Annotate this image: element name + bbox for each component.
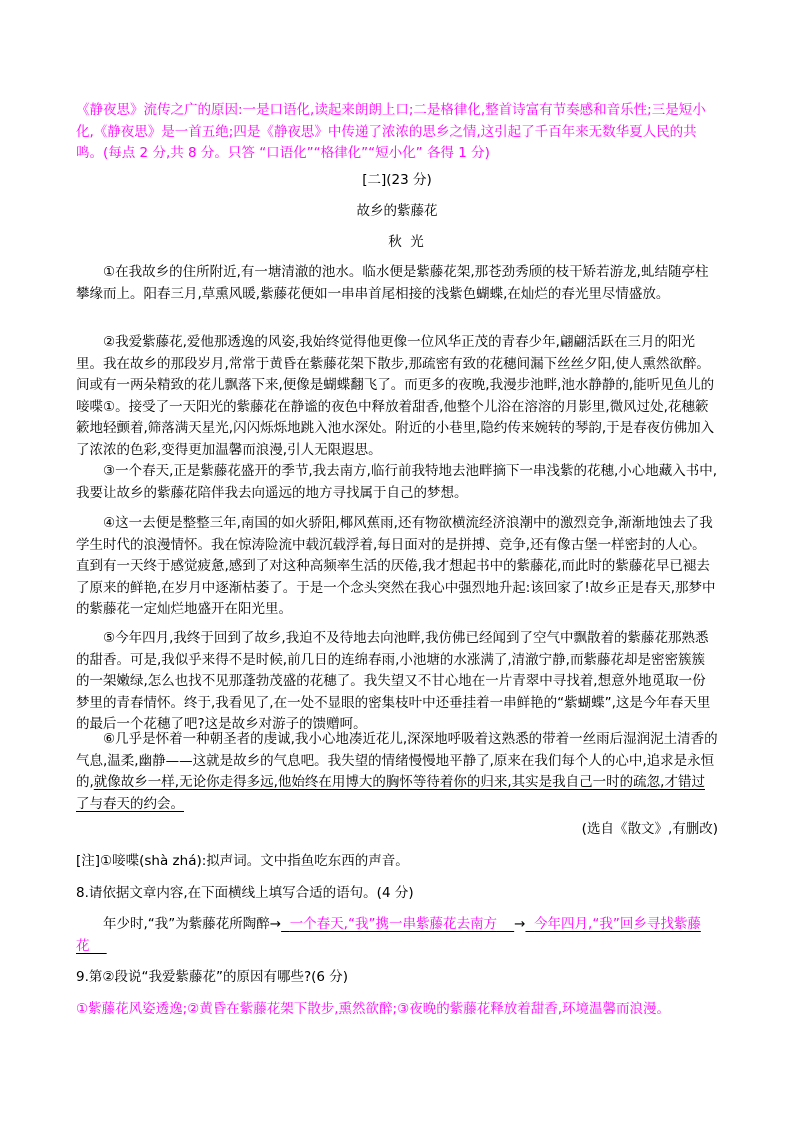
article-author: 秋 光	[388, 234, 424, 250]
paragraph-1: ①在我故乡的住所附近,有一塘清澈的池水。临水便是紫藤花架,那苍劲秀颀的枝干矫若游龙,虬结随亭柱攀缘而上。阳春三月,草熏风暖,紫藤花便如一串串首尾相接的浅紫色蝴蝶,在灿烂的春光里尽情盛放。	[76, 264, 709, 302]
question-9-answer: ①紫藤花风姿透逸;②黄昏在紫藤花架下散步,熏然欲醉;③夜晚的紫藤花释放着甜香,环境温馨而浪漫。	[76, 1001, 670, 1017]
article-title: 故乡的紫藤花	[356, 203, 438, 219]
source-citation: (选自《散文》,有删改)	[581, 821, 718, 837]
section-heading: [二](23 分)	[362, 172, 432, 188]
paragraph-6-text: ⑥几乎是怀着一种朝圣者的虔诚,我小心地凑近花儿,深深地呼吸着这熟悉的带着一丝雨后湿润泥土清香的气息,温柔,幽静——这就是故乡的气息吧。我失望的情绪慢慢地平静了,原来在我们每个人的心中,追求是永恒的,	[76, 731, 718, 790]
previous-answer: 《静夜思》流传之广的原因:一是口语化,读起来朗朗上口;二是格律化,整首诗富有节奏感和音乐性;三是短小化,《静夜思》是一首五绝;四是《静夜思》中传递了浓浓的思乡之情,这引起了千百年来无数华夏人民的共鸣。(每点 2 分,共 8 分。只答 “口语化”“格律化”“短小化” 各得 1 分)	[76, 102, 706, 161]
paragraph-6	[76, 729, 718, 815]
question-8: 8.请依据文章内容,在下面横线上填写合适的语句。(4 分)	[76, 885, 414, 901]
paragraph-4: ④这一去便是整整三年,南国的如火骄阳,椰风蕉雨,还有物欲横流经济浪潮中的激烈竞争,渐渐地蚀去了我学生时代的浪漫情怀。我在惊涛险流中载沉载浮着,每日面对的是拼搏、竞争,还有像古堡一样密封的人心。直到有一天终于感觉疲惫,感到了对这种高频率生活的厌倦,我才想起书中的紫藤花,而此时的紫藤花早已褪去了原来的鲜艳,在岁月中逐渐枯萎了。于是一个念头突然在我心中强烈地升起:该回家了!故乡正是春天,那梦中的紫藤花一定灿烂地盛开在阳光里。	[76, 515, 716, 617]
paragraph-3: ③一个春天,正是紫藤花盛开的季节,我去南方,临行前我特地去池畔摘下一串浅紫的花穗,小心地藏入书中,我要让故乡的紫藤花陪伴我去向遥远的地方寻找属于自己的梦想。	[76, 463, 718, 501]
q8-blank-2[interactable]: 今年四月,“我”回乡寻找紫藤花	[76, 916, 701, 954]
paragraph-2: ②我爱紫藤花,爱他那透逸的风姿,我始终觉得他更像一位风华正茂的青春少年,翩翩活跃在三月的阳光里。我在故乡的那段岁月,常常于黄昏在紫藤花架下散步,那疏密有致的花穗间漏下丝丝夕阳,使人熏然欲醉。间或有一两朵精致的花儿飘落下来,便像是蝴蝶翻飞了。而更多的夜晚,我漫步池畔,池水静静的,能听见鱼儿的唼喋①。接受了一天阳光的紫藤花在静谧的夜色中释放着甜香,他整个儿浴在溶溶的月影里,微风过处,花穗簌簌地轻颤着,筛落满天星光,闪闪烁烁地跳入池水深处。附近的小巷里,隐约传来婉转的琴韵,于是春夜仿佛加入了浓浓的色彩,变得更加温馨而浪漫,引人无限遐思。	[76, 334, 715, 458]
footnote: [注]①唼喋(shà zhá):拟声词。文中指鱼吃东西的声音。	[76, 853, 409, 869]
q8-blank-1[interactable]: 一个春天,“我”携一串紫藤花去南方	[289, 916, 497, 932]
q8-prefix: 年少时,“我”为紫藤花所陶醉	[103, 916, 270, 932]
question-8-answer-line	[76, 914, 718, 957]
arrow-icon: →	[514, 916, 526, 932]
arrow-icon: →	[269, 916, 282, 932]
paragraph-5: ⑤今年四月,我终于回到了故乡,我迫不及待地去向池畔,我仿佛已经闻到了空气中飘散着的紫藤花那熟悉的甜香。可是,我似乎来得不是时候,前几日的连绵春雨,小池塘的水涨满了,清澈宁静,而紫藤花却是密密簇簇的一架嫩绿,怎么也找不见那蓬勃茂盛的花穗了。我失望又不甘心地在一片青翠中寻找着,想意外地觅取一份梦里的青春情怀。终于,我看见了,在一处不显眼的密集枝叶中还垂挂着一串鲜艳的“紫蝴蝶”,这是今年春天里的最后一个花穗了吧?这是故乡对游子的馈赠呵。	[76, 630, 711, 732]
paragraph-6-underlined: 就像故乡一样,无论你走得多远,他始终在用博大的胸怀等待着你的归来,其实是我自己一时的疏忽,才错过了与春天的约会。	[76, 774, 705, 812]
question-9: 9.第②段说“我爱紫藤花”的原因有哪些?(6 分)	[76, 969, 349, 985]
